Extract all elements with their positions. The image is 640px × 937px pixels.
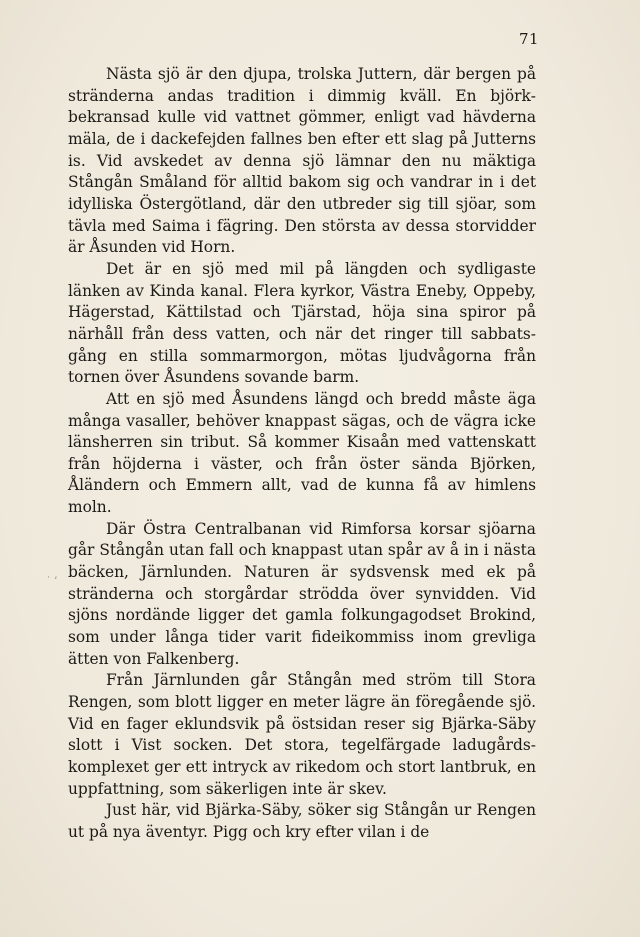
paragraph-4: Där Östra Centralbanan vid Rimforsa korsar sjöarna går Stångån utan fall och knappast utan spår av å in i nästa bäcken, Järnlunden. Naturen är sydsvensk med ek på stränderna och storgårdar strödda över synvidden. Vid sjöns nordände ligger det gamla folkungagodset Brokind, som under långa tider varit fideikommiss inom grevliga ätten von Falkenberg. (68, 519, 536, 668)
paragraph-1: Nästa sjö är den djupa, trolska Juttern, där bergen på stränderna andas tradition i dimmig kväll. En björkbekransad kulle vid vattnet gömmer, enligt vad hävderna mäla, de i dackefejden fallnes ben efter ett slag på Jutterns is. Vid avskedet av denna sjö lämnar den nu mäktiga Stångån Småland för alltid bakom sig och vandrar in i det idylliska Östergötland, där den utbreder sig till sjöar, som tävla med Saima i fägring. Den största av dessa storvidder är Åsunden vid Horn. (68, 65, 536, 257)
page-number: 71 (519, 30, 540, 48)
paragraph-5: Från Järnlunden går Stångån med ström till Stora Rengen, som blott ligger en meter lägre än föregående sjö. Vid en fager eklundsvik på östsidan reser sig Bjärka-Säby slott i Vist socken. Det stora, tegelfärgade ladugårdskomplexet ger ett intryck av rikedom och stort lantbruk, en uppfattning, som säkerligen inte är skev. (68, 671, 536, 798)
paragraph-3: Att en sjö med Åsundens längd och bredd måste äga många vasaller, behöver knappast sägas, och de vägra icke länsherren sin tribut. Så kommer Kisaån med vattenskatt från höjderna i väster, och från öster sända Björken, Åländern och Emmern allt, vad de kunna få av himlens moln. (68, 389, 536, 517)
paragraph-6: Just här, vid Bjärka-Säby, söker sig Stångån ur Rengen ut på nya äventyr. Pigg och kry efter vilan i de (68, 801, 536, 841)
paragraph-2: Det är en sjö med mil på längden och sydligaste länken av Kinda kanal. Flera kyrkor, Västra Eneby, Oppeby, Hägerstad, Kättilstad och Tjärstad, höja sina spiror på närhåll från dess vatten, och när det ringer till sabbatsgång en stilla sommarmorgon, mötas ljudvågorna från tornen över Åsundens sovande barm. (68, 259, 536, 387)
speck-mark: ˙ ’ (46, 576, 58, 587)
body-text (68, 64, 536, 844)
